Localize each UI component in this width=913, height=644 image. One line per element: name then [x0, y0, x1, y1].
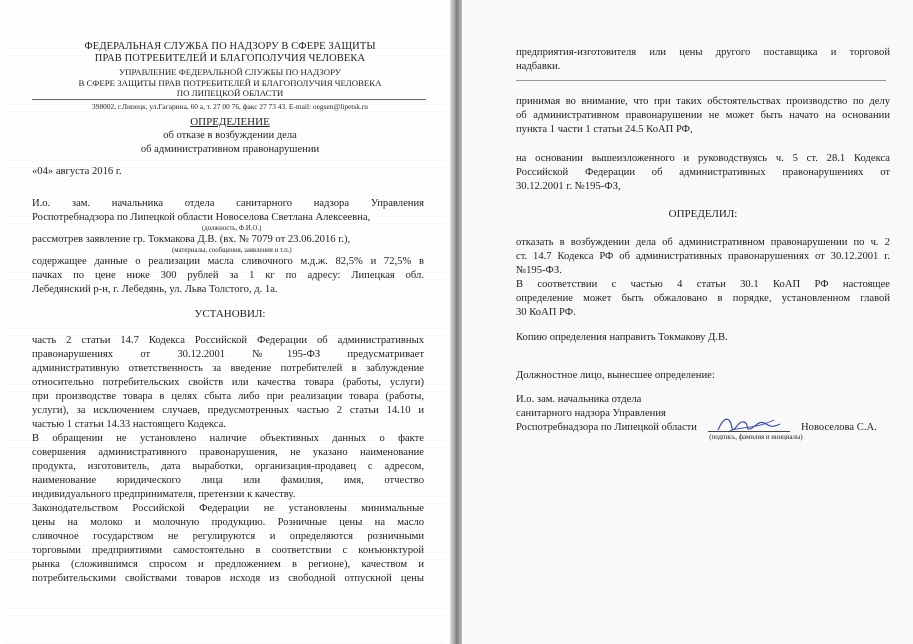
- body-line: продукта, изготовитель, дата выработки, организация-продавец с адресом,: [32, 461, 424, 472]
- body-line: Законодательством Российской Федерации не установлены минимальные: [32, 503, 424, 514]
- copy-instruction: Копию определения направить Токмакову Д.В.: [516, 332, 728, 343]
- right-page: [462, 0, 913, 644]
- body-line: индивидуального предпринимателя, претензии к качеству.: [32, 489, 296, 500]
- signatory-name: Новоселова С.А.: [801, 422, 877, 433]
- decided-heading: ОПРЕДЕЛИЛ:: [668, 208, 738, 220]
- department-name: [30, 67, 430, 99]
- header-divider: [32, 99, 426, 100]
- decision-line-3: №195-ФЗ.: [516, 265, 562, 276]
- agency-line-2: ПРАВ ПОТРЕБИТЕЛЕЙ И БЛАГОПОЛУЧИЯ ЧЕЛОВЕКА: [94, 53, 366, 64]
- decision-line-1: отказать в возбуждении дела об административном правонарушении по ч. 2: [516, 237, 890, 248]
- body-line: административную ответственность за введение потребителей в заблуждение: [32, 363, 424, 374]
- appeal-line-1: В соответствии с частью 4 статьи 30.1 КоАП РФ настоящее: [516, 279, 890, 290]
- body-line: торговыми предприятиями самостоятельно в соответствии с конъюнктурой: [32, 545, 424, 556]
- official-label: Должностное лицо, вынесшее определение:: [516, 370, 715, 381]
- body-line: услуги), за исключением случаев, предусмотренных частью 2 статьи 14.10 и: [32, 405, 424, 416]
- subtitle-line-2: об административном правонарушении: [140, 144, 320, 155]
- decision-line-2: ст. 14.7 Кодекса РФ об административных правонарушениях от 30.12.2001 г.: [516, 251, 890, 262]
- continuation-line-2: надбавки.: [516, 61, 561, 72]
- signatory-line-1: И.о. зам. начальника отдела: [516, 394, 642, 405]
- department-line-3: ПО ЛИПЕЦКОЙ ОБЛАСТИ: [176, 88, 284, 98]
- agency-name: [30, 41, 430, 65]
- considering-line-1: принимая во внимание, что при таких обстоятельствах производство по делу: [516, 96, 890, 107]
- signature-caption: (подпись, фамилия и инициалы): [709, 434, 803, 441]
- left-page: [0, 0, 450, 644]
- basis-line-3: 30.12.2001 г. №195-ФЗ,: [516, 181, 621, 192]
- signatory-block: [516, 393, 697, 435]
- established-body: [32, 334, 424, 586]
- continuation-line-1: предприятия-изготовителя или цены другого поставщика и торговой: [516, 47, 890, 58]
- intro-line-4: содержащее данные о реализации масла сливочного м.д.ж. 82,5% и 72,5% в: [32, 256, 424, 267]
- body-line: потребительскими свойствами товаров исходя из свободной отпускной цены: [32, 573, 424, 584]
- body-line: при производстве товара в целях сбыта либо при реализации товара (работы,: [32, 391, 424, 402]
- decision-paragraph-1: [516, 236, 890, 278]
- basis-line-1: на основании вышеизложенного и руководствуясь ч. 5 ст. 28.1 Кодекса: [516, 153, 890, 164]
- signatory-line-3: Роспотребнадзора по Липецкой области: [516, 422, 697, 433]
- body-line: рынка (сложившимся спросом и предложением в регионе), качеством и: [32, 559, 424, 570]
- body-line: В обращении не установлено наличие объективных данных о факте: [32, 433, 424, 444]
- intro-line-3: рассмотрев заявление гр. Токмакова Д.В. (вх. № 7079 от 23.06.2016 г.),: [32, 234, 351, 245]
- body-line: частью 1 статьи 14.33 настоящего Кодекса.: [32, 419, 226, 430]
- body-line: наименование юридического лица или фамилия, имя, отчество: [32, 475, 424, 486]
- signatory-line-2: санитарного надзора Управления: [516, 408, 666, 419]
- intro-line-5: пачках по цене ниже 300 рублей за 1 кг по адресу: Липецкая обл.: [32, 270, 424, 281]
- basis-paragraph: [516, 152, 890, 194]
- body-line: совершения административного правонарушения, не указано наименование: [32, 447, 424, 458]
- body-line: сливочное государством не регулируются и определяются розничными: [32, 531, 424, 542]
- appeal-line-2: определение может быть обжаловано в порядке, установленном главой: [516, 293, 890, 304]
- page-divider: [516, 80, 886, 81]
- agency-line-1: ФЕДЕРАЛЬНАЯ СЛУЖБА ПО НАДЗОРУ В СФЕРЕ ЗАЩИТЫ: [84, 41, 376, 52]
- caption-materials: (материалы, сообщения, заявления и т.п.): [172, 247, 292, 254]
- appeal-line-3: 30 КоАП РФ.: [516, 307, 576, 318]
- document-date: «04» августа 2016 г.: [32, 166, 122, 177]
- subtitle-line-1: об отказе в возбуждении дела: [163, 130, 297, 141]
- signature-line: [708, 431, 790, 432]
- established-heading: УСТАНОВИЛ:: [194, 308, 266, 320]
- document-title: ОПРЕДЕЛЕНИЕ: [190, 116, 270, 128]
- department-line-2: В СФЕРЕ ЗАЩИТЫ ПРАВ ПОТРЕБИТЕЛЕЙ И БЛАГОПОЛУЧИЯ ЧЕЛОВЕКА: [78, 77, 382, 88]
- page-gutter: [450, 0, 462, 644]
- intro-block: [32, 197, 424, 297]
- intro-line-1: И.о. зам. начальника отдела санитарного надзора Управления: [32, 198, 424, 209]
- body-line: относительно потребительских свойств или качества товара (работы, услуги): [32, 377, 424, 388]
- continuation-block: [516, 46, 890, 74]
- considering-line-3: пункта 1 части 1 статьи 24.5 КоАП РФ,: [516, 124, 693, 135]
- document-subtitle: [30, 129, 430, 157]
- caption-position-name: (должность, Ф.И.О.): [202, 225, 262, 232]
- body-line: цены на молоко и молочную продукцию. Розничные цены на масло: [32, 517, 424, 528]
- decision-paragraph-2: [516, 278, 890, 320]
- body-line: правонарушениях от 30.12.2001 №195-ФЗ предусматривает: [32, 349, 424, 360]
- basis-line-2: Российской Федерации об административных правонарушениях от: [516, 167, 890, 178]
- department-line-1: УПРАВЛЕНИЕ ФЕДЕРАЛЬНОЙ СЛУЖБЫ ПО НАДЗОРУ: [118, 67, 342, 77]
- address-line: 398002, г.Липецк, ул.Гагарина, 60 а, т. 27 00 76, факс 27 73 43. E-mail: oegsen@lipetsk.ru: [92, 102, 368, 111]
- considering-paragraph: [516, 95, 890, 137]
- intro-line-2: Роспотребнадзора по Липецкой области Новоселова Светлана Алексеевна,: [32, 212, 371, 223]
- body-line: часть 2 статьи 14.7 Кодекса Российской Федерации об административных: [32, 335, 424, 346]
- considering-line-2: об административном правонарушении не может быть начато на основании: [516, 110, 890, 121]
- intro-line-6: Лебедянский р-н, г. Лебедянь, ул. Льва Толстого, д. 1а.: [32, 284, 278, 295]
